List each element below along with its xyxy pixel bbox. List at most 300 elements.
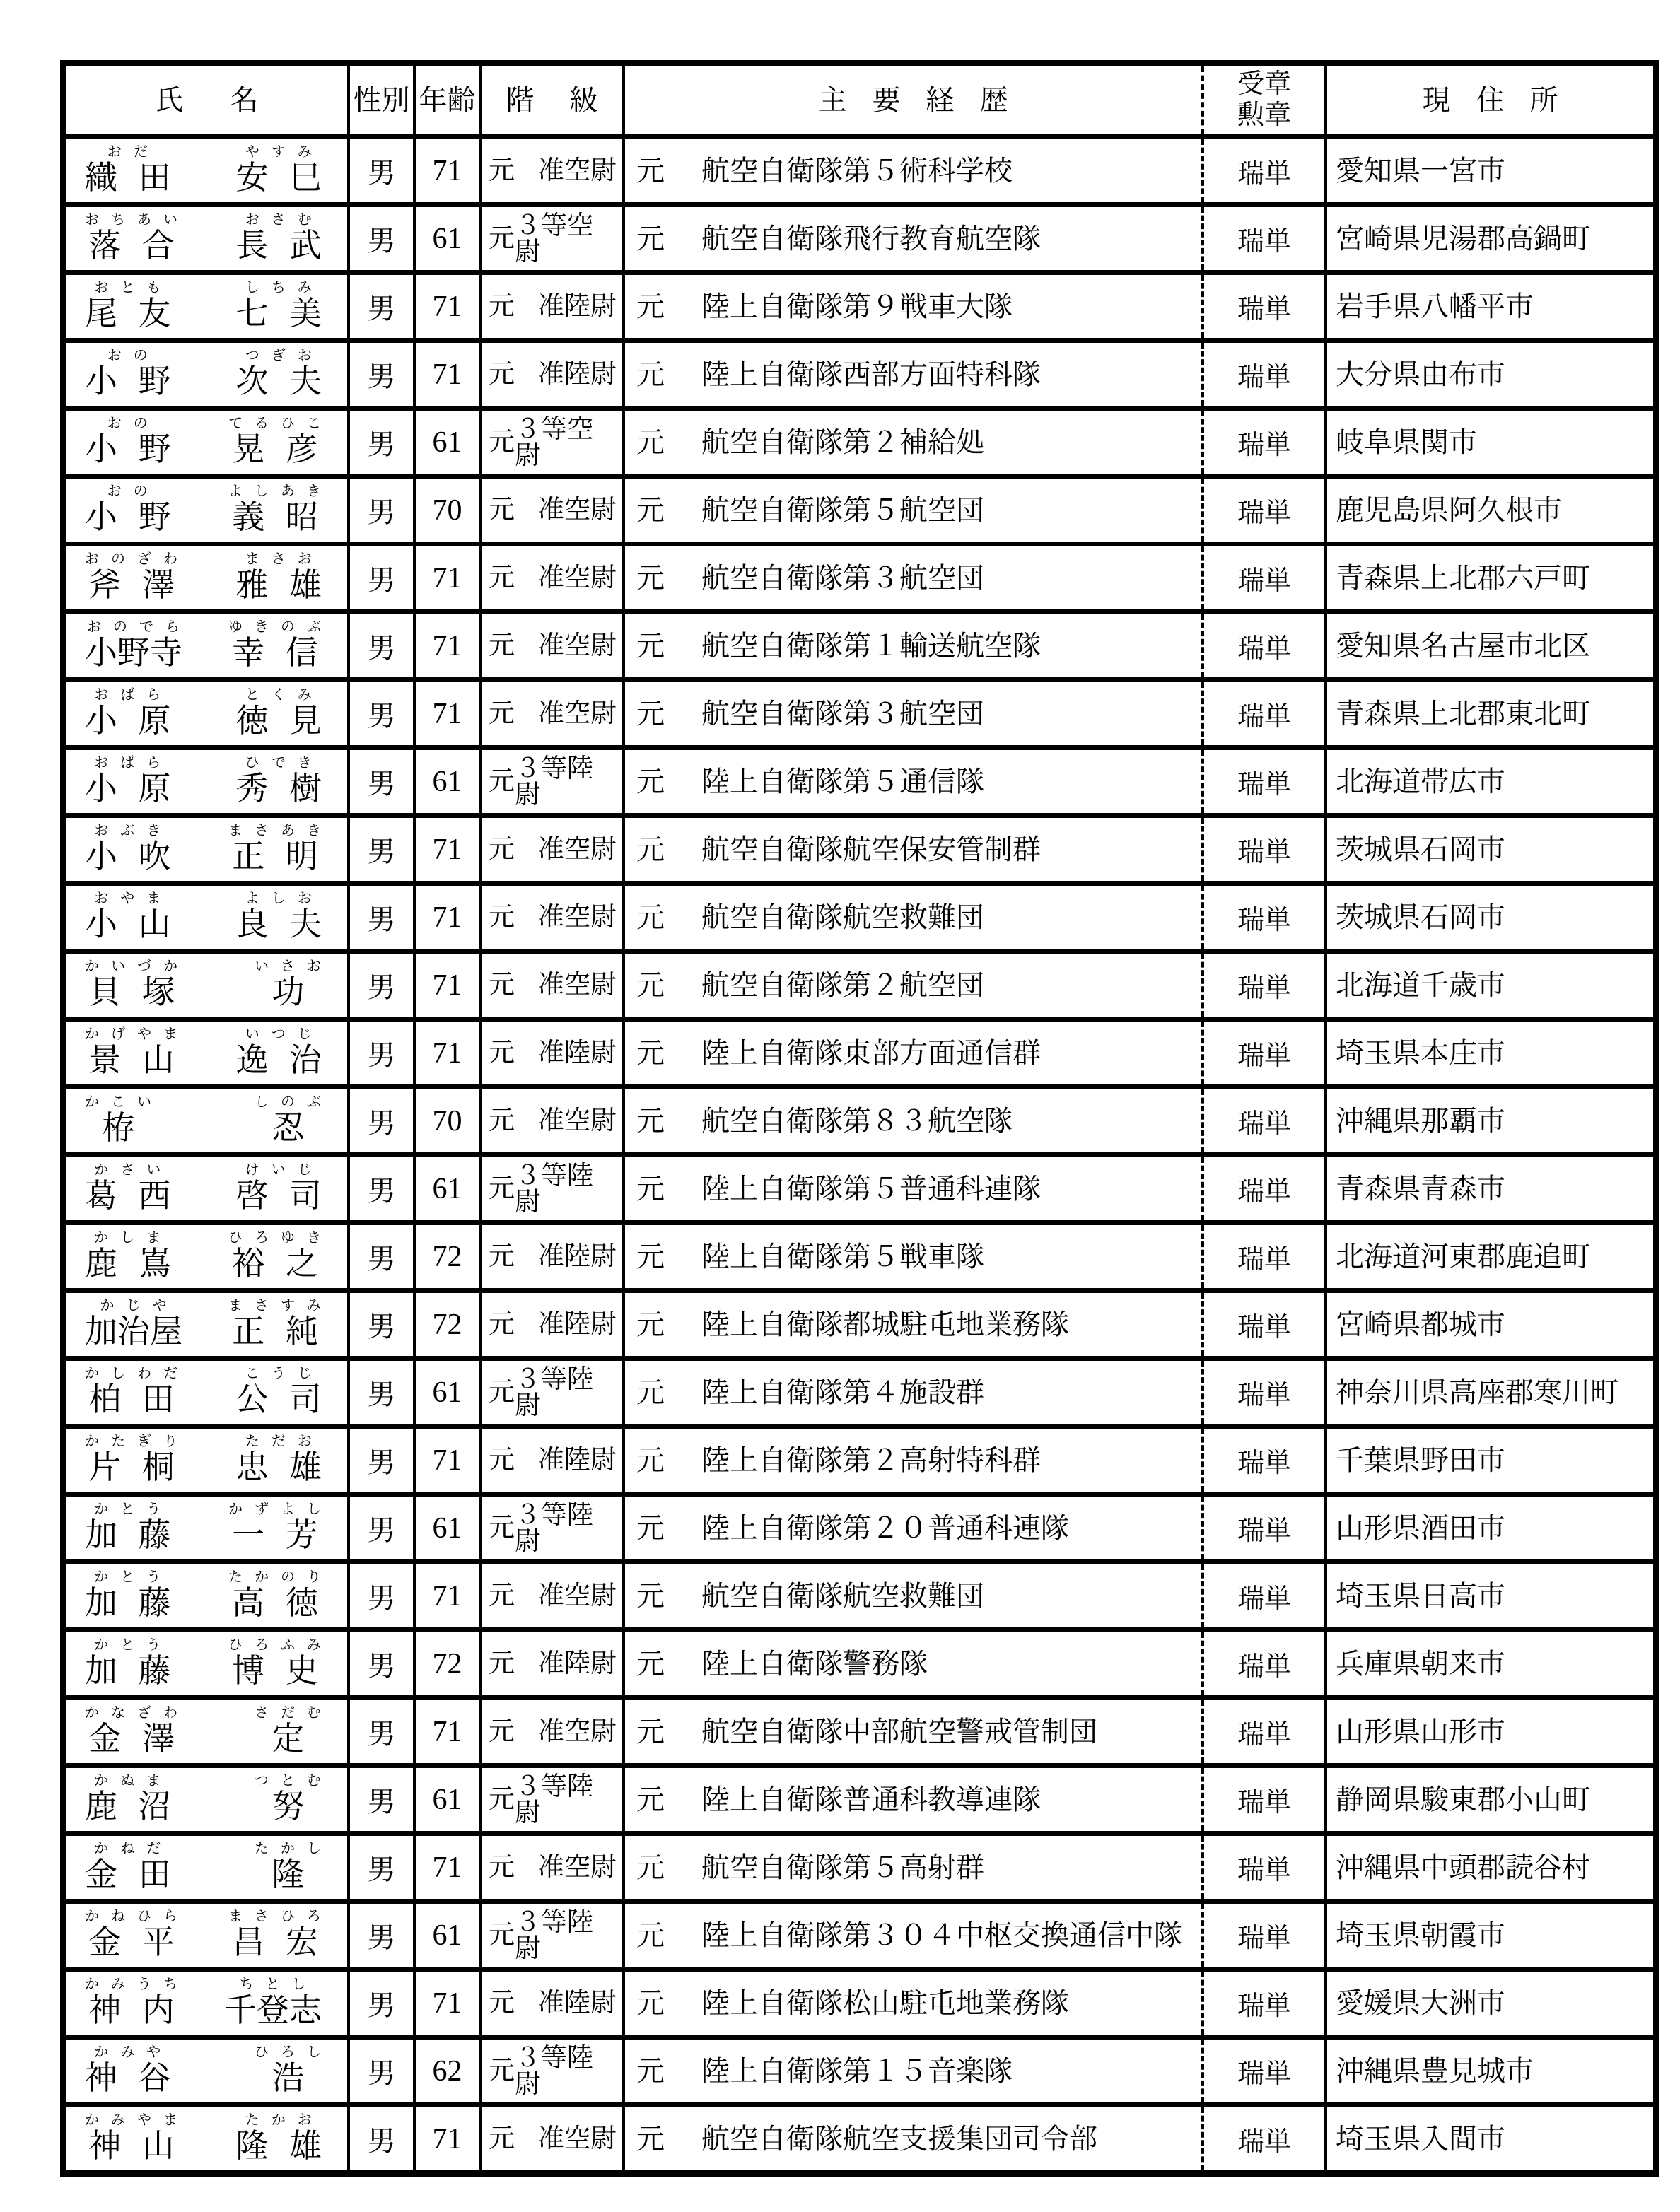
rank-prefix: 元 [489, 767, 515, 796]
career-value: 航空自衛隊第３航空団 [701, 697, 984, 730]
career-cell [624, 680, 1203, 748]
family-name-furigana: か じ や [100, 1297, 168, 1313]
career [625, 902, 1201, 933]
given-name [228, 1231, 322, 1280]
age-cell: 71 [414, 1019, 480, 1087]
family-name-kanji: 斧 澤 [88, 566, 175, 603]
decoration-cell: 瑞単 [1203, 2037, 1326, 2105]
career-value: 航空自衛隊第２補給処 [701, 426, 984, 458]
age-cell: 71 [414, 1970, 480, 2037]
name-cell [64, 409, 349, 476]
career-value: 航空自衛隊飛行教育航空隊 [701, 222, 1041, 254]
family-name-furigana: か た ぎ り [85, 1433, 178, 1449]
family-name-furigana: お ば ら [94, 686, 162, 703]
table-row [64, 1427, 1657, 1494]
career-cell [624, 1834, 1203, 1902]
career-value: 陸上自衛隊第５通信隊 [701, 765, 984, 797]
gender-cell: 男 [349, 1970, 414, 2037]
career [625, 495, 1201, 526]
family-name [85, 756, 171, 805]
given-name-furigana: ち と し [239, 1976, 307, 1992]
career-cell [624, 341, 1203, 409]
family-name-furigana: か な ざ わ [85, 1704, 178, 1721]
rank-prefix: 元 [489, 903, 515, 932]
given-name-furigana: ひ ろ ふ み [228, 1637, 322, 1653]
rank-value: 准陸尉 [538, 1446, 617, 1475]
family-name [85, 484, 171, 534]
career-prefix: 元 [636, 1986, 665, 2019]
family-name-kanji: 小 野 [85, 498, 171, 535]
given-name-kanji: 長 武 [235, 227, 322, 264]
age-cell: 71 [414, 1562, 480, 1630]
rank [482, 2045, 622, 2097]
rank-cell [480, 1359, 624, 1427]
career-value: 航空自衛隊第５高射群 [701, 1851, 984, 1883]
career-prefix: 元 [636, 1579, 665, 1612]
decoration-cell: 瑞単 [1203, 1494, 1326, 1562]
given-name [236, 349, 322, 398]
family-name-kanji: 小 原 [85, 702, 171, 739]
rank-prefix: 元 [489, 224, 515, 253]
family-name [85, 2113, 178, 2163]
rank [482, 1108, 622, 1134]
rank-cell [480, 1562, 624, 1630]
given-name-furigana: お さ む [245, 211, 313, 228]
decoration-cell: 瑞単 [1203, 273, 1326, 341]
career-prefix: 元 [636, 1104, 665, 1137]
career-cell [624, 2037, 1203, 2105]
decoration-cell: 瑞単 [1203, 1359, 1326, 1427]
given-name-furigana: よ し あ き [228, 483, 322, 499]
given-name-furigana: つ ぎ お [245, 347, 313, 363]
age-cell: 72 [414, 1291, 480, 1359]
family-name-furigana: か と う [94, 1569, 162, 1585]
family-name-furigana: か し わ だ [85, 1365, 178, 1381]
rank-value: ３等陸尉 [515, 1907, 593, 1963]
rank-cell [480, 341, 624, 409]
name-cell [64, 1970, 349, 2037]
career-prefix: 元 [636, 290, 665, 322]
given-name-kanji: 高 徳 [232, 1584, 318, 1621]
rank-cell [480, 1902, 624, 1970]
header-rank: 階 級 [480, 64, 624, 137]
header-career: 主 要 経 歴 [624, 64, 1203, 137]
career [625, 1241, 1201, 1272]
age-cell: 62 [414, 2037, 480, 2105]
rank [482, 756, 622, 808]
career-value: 陸上自衛隊第５普通科連隊 [701, 1172, 1041, 1205]
age-cell: 61 [414, 1155, 480, 1223]
given-name [236, 2113, 322, 2163]
gender-cell: 男 [349, 1359, 414, 1427]
rank-prefix: 元 [489, 563, 515, 592]
rank-value: ３等空尉 [515, 414, 593, 470]
rank-prefix: 元 [489, 156, 515, 185]
rank [482, 1719, 622, 1745]
gender-cell: 男 [349, 409, 414, 476]
rank-prefix: 元 [489, 1853, 515, 1882]
header-decoration [1203, 64, 1326, 137]
given-name-kanji: 逸 治 [235, 1041, 322, 1078]
family-name-kanji: 片 桐 [88, 1449, 175, 1485]
family-name-furigana: お の で ら [87, 619, 180, 635]
career [625, 2056, 1201, 2087]
gender-cell: 男 [349, 1494, 414, 1562]
family-name [85, 1842, 171, 1891]
decoration-cell: 瑞単 [1203, 1698, 1326, 1766]
address-cell: 埼玉県朝霞市 [1326, 1902, 1657, 1970]
given-name-furigana: た か の り [228, 1569, 322, 1585]
career [625, 834, 1201, 865]
name-cell [64, 1223, 349, 1291]
rank-prefix: 元 [489, 1989, 515, 2018]
gender-cell: 男 [349, 137, 414, 205]
family-name [85, 1706, 178, 1755]
gender-cell: 男 [349, 2105, 414, 2174]
address-cell: 北海道千歳市 [1326, 952, 1657, 1019]
address-cell: 茨城県石岡市 [1326, 816, 1657, 884]
full-name [66, 1294, 347, 1355]
rank-cell [480, 1834, 624, 1902]
rank-prefix: 元 [489, 699, 515, 728]
rank-prefix: 元 [489, 835, 515, 864]
decoration-cell: 瑞単 [1203, 1223, 1326, 1291]
rank-cell [480, 476, 624, 544]
given-name [255, 959, 322, 1009]
rank-value: ３等陸尉 [515, 1772, 593, 1827]
address-cell: 静岡県駿東郡小山町 [1326, 1766, 1657, 1834]
age-cell: 72 [414, 1630, 480, 1698]
age-cell: 71 [414, 1698, 480, 1766]
given-name-furigana: ま さ ひ ろ [228, 1908, 322, 1924]
age-cell: 71 [414, 680, 480, 748]
rank-prefix: 元 [489, 1378, 515, 1407]
career-value: 陸上自衛隊普通科教導連隊 [701, 1783, 1041, 1815]
rank-value: 准空尉 [538, 563, 617, 592]
rank-cell [480, 1766, 624, 1834]
rank-cell [480, 612, 624, 680]
family-name [85, 620, 182, 669]
career-value: 航空自衛隊航空支援集団司令部 [701, 2122, 1097, 2155]
family-name [85, 1909, 178, 1959]
full-name [66, 751, 347, 812]
given-name [236, 1163, 322, 1212]
family-name-furigana: か み や [94, 2044, 162, 2060]
career-value: 航空自衛隊第１輸送航空隊 [701, 629, 1041, 662]
given-name [224, 1977, 322, 2027]
decoration-cell: 瑞単 [1203, 1630, 1326, 1698]
given-name-kanji: 忍 [272, 1109, 305, 1146]
career-prefix: 元 [636, 1511, 665, 1544]
address-cell: 埼玉県日高市 [1326, 1562, 1657, 1630]
name-cell [64, 1155, 349, 1223]
rank [482, 361, 622, 387]
family-name [85, 213, 178, 262]
age-cell: 71 [414, 612, 480, 680]
address-cell: 埼玉県入間市 [1326, 2105, 1657, 2174]
family-name [85, 281, 171, 330]
career-value: 陸上自衛隊松山駐屯地業務隊 [701, 1986, 1069, 2019]
age-cell: 61 [414, 205, 480, 273]
table-header [64, 64, 1657, 137]
family-name-kanji: 貝 塚 [88, 973, 175, 1010]
family-name-furigana: お ち あ い [85, 211, 178, 228]
gender-cell: 男 [349, 1562, 414, 1630]
given-name-furigana: け い じ [245, 1161, 313, 1178]
given-name [236, 281, 322, 330]
decoration-cell: 瑞単 [1203, 1427, 1326, 1494]
table-row [64, 1698, 1657, 1766]
full-name [66, 819, 347, 880]
rank-value: ３等陸尉 [515, 754, 593, 809]
rank-prefix: 元 [489, 1649, 515, 1678]
career-value: 航空自衛隊中部航空警戒管制団 [701, 1715, 1097, 1748]
family-name-kanji: 栫 [102, 1109, 135, 1146]
family-name-furigana: お の [107, 415, 148, 431]
career-value: 陸上自衛隊第４施設群 [701, 1376, 984, 1408]
given-name-furigana: ひ ろ し [255, 2044, 322, 2060]
rank-prefix: 元 [489, 1106, 515, 1135]
rank-cell [480, 1494, 624, 1562]
career-value: 陸上自衛隊東部方面通信群 [701, 1036, 1041, 1069]
rank [482, 1990, 622, 2016]
career-prefix: 元 [636, 901, 665, 933]
gender-cell: 男 [349, 273, 414, 341]
full-name [66, 1973, 347, 2034]
given-name-furigana: て る ひ こ [228, 415, 322, 431]
rank [482, 972, 622, 998]
given-name-furigana: よ し お [245, 890, 313, 906]
rank [482, 1447, 622, 1473]
address-cell: 青森県青森市 [1326, 1155, 1657, 1223]
rank-prefix: 元 [489, 428, 515, 457]
given-name-kanji: 忠 雄 [235, 1449, 322, 1485]
family-name [85, 959, 178, 1009]
given-name-kanji: 努 [272, 1788, 305, 1825]
family-name [85, 891, 171, 941]
family-name-furigana: か み や ま [85, 2112, 178, 2128]
gender-cell: 男 [349, 1630, 414, 1698]
address-cell: 青森県上北郡東北町 [1326, 680, 1657, 748]
rank-value: 准空尉 [538, 2124, 617, 2153]
name-cell [64, 1087, 349, 1155]
rank-value: 准陸尉 [538, 360, 617, 389]
family-name-furigana: お や ま [94, 890, 162, 906]
given-name [236, 1027, 322, 1077]
given-name [236, 756, 322, 805]
name-cell [64, 1359, 349, 1427]
header-decoration-line1: 受章 [1237, 69, 1291, 100]
gender-cell: 男 [349, 1019, 414, 1087]
full-name [66, 2041, 347, 2102]
career [625, 2124, 1201, 2155]
full-name [66, 412, 347, 473]
table-row [64, 1834, 1657, 1902]
family-name-furigana: お の ざ わ [85, 551, 178, 567]
family-name-kanji: 小 吹 [85, 838, 171, 874]
career-cell [624, 1766, 1203, 1834]
name-cell [64, 205, 349, 273]
full-name [66, 1566, 347, 1627]
table-row [64, 2105, 1657, 2174]
career-value: 陸上自衛隊第２０普通科連隊 [701, 1511, 1069, 1544]
given-name-furigana: た か お [245, 2112, 313, 2128]
table-row [64, 1223, 1657, 1291]
career-cell [624, 748, 1203, 816]
full-name [66, 1023, 347, 1084]
given-name-furigana: た か し [255, 1840, 322, 1856]
name-cell [64, 1766, 349, 1834]
career [625, 766, 1201, 797]
age-cell: 70 [414, 476, 480, 544]
career-value: 陸上自衛隊第３０４中枢交換通信中隊 [701, 1919, 1182, 1951]
rank-prefix: 元 [489, 2124, 515, 2153]
decoration-cell: 瑞単 [1203, 1766, 1326, 1834]
address-cell: 大分県由布市 [1326, 341, 1657, 409]
family-name-kanji: 神 山 [88, 2127, 175, 2164]
age-cell: 61 [414, 409, 480, 476]
age-cell: 61 [414, 1902, 480, 1970]
address-cell: 埼玉県本庄市 [1326, 1019, 1657, 1087]
address-cell: 北海道帯広市 [1326, 748, 1657, 816]
gender-cell: 男 [349, 1087, 414, 1155]
given-name-kanji: 義 昭 [232, 498, 318, 535]
career [625, 698, 1201, 730]
family-name-kanji: 尾 友 [85, 295, 171, 332]
rank-value: 准空尉 [538, 699, 617, 728]
rank-cell [480, 1087, 624, 1155]
address-cell: 宮崎県児湯郡高鍋町 [1326, 205, 1657, 273]
family-name-kanji: 神 内 [88, 1991, 175, 2028]
name-cell [64, 476, 349, 544]
name-cell [64, 1902, 349, 1970]
given-name [255, 1774, 322, 1823]
table-row [64, 1087, 1657, 1155]
rank [482, 633, 622, 659]
given-name [236, 552, 322, 602]
gender-cell: 男 [349, 544, 414, 612]
career-prefix: 元 [636, 833, 665, 865]
table-row [64, 1902, 1657, 1970]
career-cell [624, 1902, 1203, 1970]
given-name [255, 1706, 322, 1755]
full-name [66, 1430, 347, 1491]
gender-cell: 男 [349, 1766, 414, 1834]
table-row [64, 341, 1657, 409]
given-name-furigana: ま さ お [245, 551, 313, 567]
given-name-furigana: か ず よ し [228, 1501, 322, 1517]
given-name-furigana: さ だ む [255, 1704, 322, 1721]
career-prefix: 元 [636, 697, 665, 730]
career-cell [624, 816, 1203, 884]
rank [482, 1311, 622, 1338]
gender-cell: 男 [349, 1427, 414, 1494]
family-name-kanji: 柏 田 [88, 1381, 175, 1417]
rank-value: 准陸尉 [538, 1310, 617, 1339]
career-cell [624, 476, 1203, 544]
career [625, 1784, 1201, 1815]
table-row [64, 544, 1657, 612]
name-cell [64, 748, 349, 816]
given-name [255, 2045, 322, 2095]
given-name [228, 416, 322, 466]
age-cell: 71 [414, 341, 480, 409]
career-prefix: 元 [636, 1783, 665, 1815]
career [625, 970, 1201, 1001]
decoration-cell: 瑞単 [1203, 137, 1326, 205]
gender-cell: 男 [349, 1902, 414, 1970]
rank-value: 准陸尉 [538, 292, 617, 321]
rank-value: 准陸尉 [538, 1242, 617, 1271]
family-name-furigana: か ぬ ま [94, 1772, 162, 1789]
career-prefix: 元 [636, 426, 665, 458]
career-prefix: 元 [636, 154, 665, 187]
rank-value: 准陸尉 [538, 1649, 617, 1678]
full-name [66, 1702, 347, 1762]
full-name [66, 1091, 347, 1152]
family-name [85, 2045, 171, 2095]
table-row [64, 748, 1657, 816]
full-name [66, 209, 347, 269]
decoration-cell: 瑞単 [1203, 748, 1326, 816]
career-value: 陸上自衛隊第５戦車隊 [701, 1240, 984, 1272]
age-cell: 71 [414, 884, 480, 952]
career-cell [624, 1698, 1203, 1766]
name-cell [64, 952, 349, 1019]
address-cell: 沖縄県豊見城市 [1326, 2037, 1657, 2105]
rank-prefix: 元 [489, 1581, 515, 1610]
career-value: 航空自衛隊第８３航空隊 [701, 1104, 1013, 1137]
rank-cell [480, 748, 624, 816]
career-cell [624, 1427, 1203, 1494]
rank-value: 准空尉 [538, 631, 617, 660]
career-prefix: 元 [636, 1172, 665, 1205]
gender-cell: 男 [349, 2037, 414, 2105]
table-row [64, 1970, 1657, 2037]
address-cell: 宮崎県都城市 [1326, 1291, 1657, 1359]
full-name [66, 1837, 347, 1898]
rank-cell [480, 884, 624, 952]
career-cell [624, 1087, 1203, 1155]
career-prefix: 元 [636, 765, 665, 797]
family-name-kanji: 金 平 [88, 1924, 175, 1960]
family-name [85, 1977, 178, 2027]
career-cell [624, 409, 1203, 476]
rank [482, 1651, 622, 1677]
gender-cell: 男 [349, 1155, 414, 1223]
gender-cell: 男 [349, 884, 414, 952]
career-cell [624, 952, 1203, 1019]
given-name-kanji: 啓 司 [235, 1177, 322, 1214]
rank-cell [480, 1698, 624, 1766]
rank-value: 准空尉 [538, 903, 617, 932]
given-name [236, 891, 322, 941]
table-row [64, 1766, 1657, 1834]
table-row [64, 409, 1657, 476]
family-name [85, 688, 171, 737]
given-name-kanji: 七 美 [235, 295, 322, 332]
rank [482, 701, 622, 727]
address-cell: 沖縄県那覇市 [1326, 1087, 1657, 1155]
career-cell [624, 1291, 1203, 1359]
family-name-kanji: 小野寺 [85, 634, 182, 671]
career-prefix: 元 [636, 1308, 665, 1340]
table-row [64, 816, 1657, 884]
gender-cell: 男 [349, 1698, 414, 1766]
address-cell: 岩手県八幡平市 [1326, 273, 1657, 341]
career [625, 156, 1201, 187]
rank-cell [480, 1019, 624, 1087]
